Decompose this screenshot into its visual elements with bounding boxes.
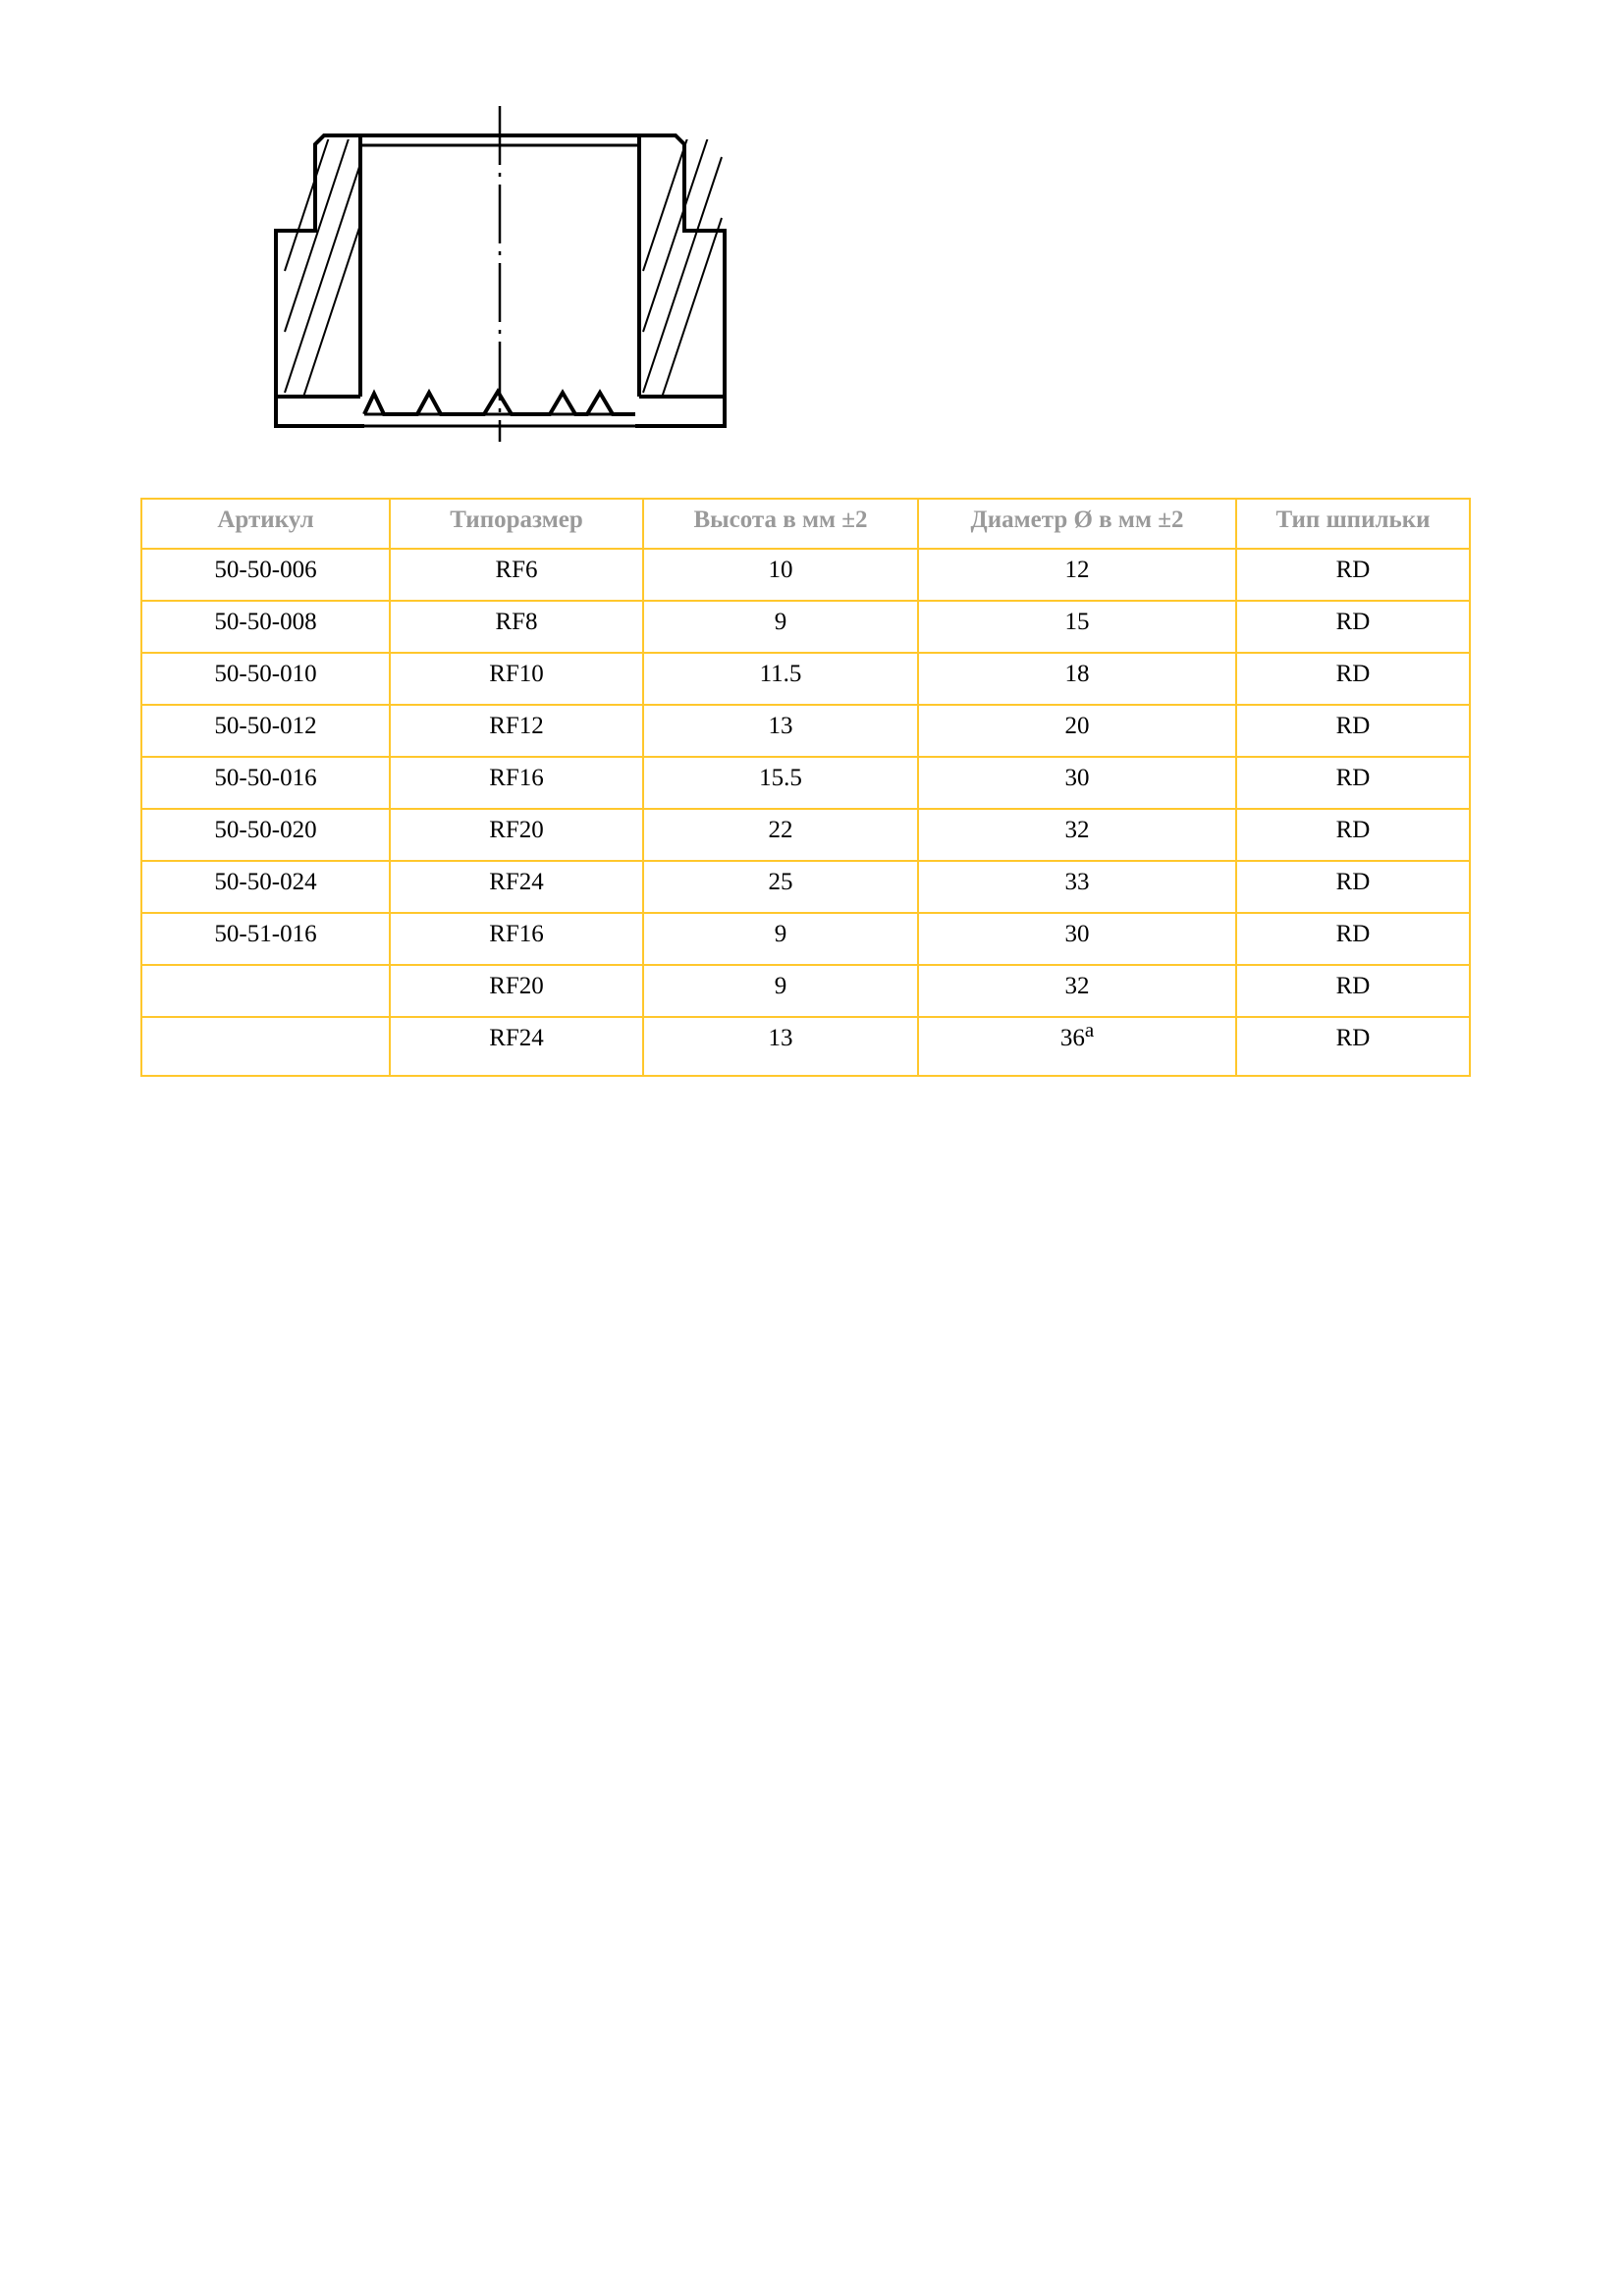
table-row <box>141 809 1470 861</box>
cell-article: 50-50-010 <box>141 653 390 705</box>
cell-height: 9 <box>643 601 918 653</box>
cell-article: 50-50-012 <box>141 705 390 757</box>
cell-article: 50-50-024 <box>141 861 390 913</box>
cell-diameter <box>918 809 1236 861</box>
cell-article <box>141 965 390 1017</box>
table-row <box>141 653 1470 705</box>
cell-stud-type: RD <box>1236 705 1470 757</box>
cell-size: RF8 <box>390 601 643 653</box>
cell-size: RF16 <box>390 913 643 965</box>
cell-diameter <box>918 1017 1236 1076</box>
cell-diameter <box>918 549 1236 601</box>
header-article: Артикул <box>141 499 390 549</box>
diameter-value: 20 <box>1064 713 1090 739</box>
cell-diameter <box>918 965 1236 1017</box>
diameter-value: 32 <box>1064 817 1090 843</box>
header-diameter: Диаметр Ø в мм ±2 <box>918 499 1236 549</box>
cell-height: 25 <box>643 861 918 913</box>
table-row <box>141 1017 1470 1076</box>
cell-diameter <box>918 861 1236 913</box>
cell-size: RF24 <box>390 861 643 913</box>
cell-article <box>141 1017 390 1076</box>
table-row <box>141 861 1470 913</box>
table-header-row <box>141 499 1470 549</box>
header-stud-type: Тип шпильки <box>1236 499 1470 549</box>
cell-diameter <box>918 757 1236 809</box>
table-row <box>141 913 1470 965</box>
cell-article: 50-50-016 <box>141 757 390 809</box>
header-size: Типоразмер <box>390 499 643 549</box>
table-row <box>141 705 1470 757</box>
cell-stud-type: RD <box>1236 913 1470 965</box>
cell-size: RF10 <box>390 653 643 705</box>
cell-height: 10 <box>643 549 918 601</box>
cell-stud-type: RD <box>1236 757 1470 809</box>
cell-size: RF20 <box>390 809 643 861</box>
cell-stud-type: RD <box>1236 809 1470 861</box>
cell-article: 50-50-008 <box>141 601 390 653</box>
cell-diameter <box>918 913 1236 965</box>
cell-diameter <box>918 653 1236 705</box>
table-row <box>141 965 1470 1017</box>
cell-height: 13 <box>643 1017 918 1076</box>
table-row <box>141 757 1470 809</box>
cell-stud-type: RD <box>1236 549 1470 601</box>
table-row <box>141 601 1470 653</box>
diameter-value: 33 <box>1064 869 1090 895</box>
diameter-value: 36 <box>1059 1025 1085 1051</box>
ferrule-cross-section-drawing <box>265 98 736 442</box>
diameter-value: 15 <box>1064 609 1090 635</box>
cell-stud-type: RD <box>1236 1017 1470 1076</box>
cell-height: 9 <box>643 965 918 1017</box>
cell-size: RF12 <box>390 705 643 757</box>
cell-size: RF24 <box>390 1017 643 1076</box>
cell-stud-type: RD <box>1236 601 1470 653</box>
diameter-value: 18 <box>1064 661 1090 687</box>
cell-stud-type: RD <box>1236 653 1470 705</box>
cell-stud-type: RD <box>1236 861 1470 913</box>
diameter-value: 30 <box>1064 921 1090 947</box>
header-height: Высота в мм ±2 <box>643 499 918 549</box>
cell-article: 50-51-016 <box>141 913 390 965</box>
specification-table <box>140 498 1471 1077</box>
diameter-value: 12 <box>1064 557 1090 583</box>
cell-stud-type: RD <box>1236 965 1470 1017</box>
hatch-left <box>285 98 359 442</box>
cell-diameter <box>918 601 1236 653</box>
cell-article: 50-50-020 <box>141 809 390 861</box>
cell-height: 15.5 <box>643 757 918 809</box>
cell-size: RF16 <box>390 757 643 809</box>
cell-diameter <box>918 705 1236 757</box>
diameter-value: 32 <box>1064 973 1090 999</box>
diameter-value: 30 <box>1064 765 1090 791</box>
cell-height: 11.5 <box>643 653 918 705</box>
cell-article: 50-50-006 <box>141 549 390 601</box>
cell-height: 13 <box>643 705 918 757</box>
cell-height: 9 <box>643 913 918 965</box>
cell-size: RF6 <box>390 549 643 601</box>
footnote-marker: a <box>1084 1018 1095 1041</box>
cell-height: 22 <box>643 809 918 861</box>
cell-size: RF20 <box>390 965 643 1017</box>
table-row <box>141 549 1470 601</box>
